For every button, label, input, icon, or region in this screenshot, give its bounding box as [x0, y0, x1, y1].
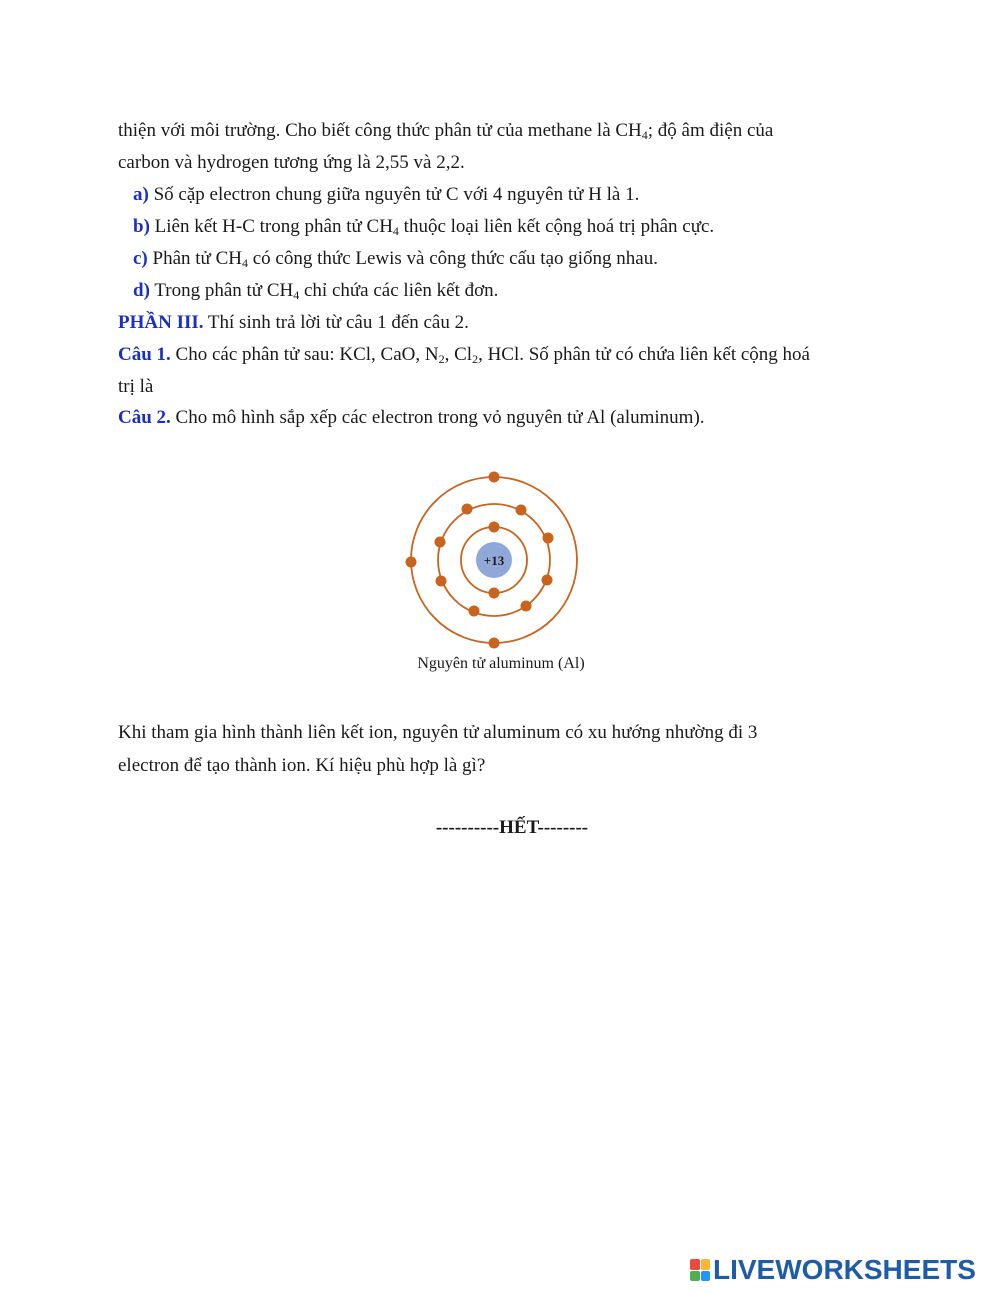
statement-a-label: a) [133, 184, 149, 205]
electron [489, 522, 500, 533]
part-3-heading: PHẦN III. Thí sinh trả lời từ câu 1 đến câu 2. [118, 312, 469, 333]
question-1-label: Câu 1. [118, 344, 171, 365]
electron [435, 537, 446, 548]
electron [469, 606, 480, 617]
electron [516, 505, 527, 516]
brand-name: LIVEWORKSHEETS [713, 1254, 976, 1285]
electron [543, 533, 554, 544]
aluminum-atom-diagram [400, 466, 600, 686]
question-1: Câu 1. Cho các phân tử sau: KCl, CaO, $N_2$, $Cl_2$, HCl. Số phân tử có chứa liên kết cộng hoá [118, 344, 810, 366]
logo-icon [690, 1259, 710, 1281]
nucleus-charge: +13 [483, 553, 505, 568]
intro-line-1: thiện với môi trường. Cho biết công thức phân tử của methane là $CH_4$; độ âm điện của [118, 120, 774, 142]
question-1-line-2: trị là [118, 376, 154, 397]
statement-b-label: b) [133, 216, 150, 237]
question-2-followup-2: electron để tạo thành ion. Kí hiệu phù hợp là gì? [118, 755, 486, 776]
end-marker: ----------HẾT-------- [435, 817, 589, 838]
statement-c-label: c) [133, 248, 148, 269]
statement-b: b) Liên kết H-C trong phân tử $CH_4$ thuộc loại liên kết cộng hoá trị phân cực. [133, 216, 715, 238]
question-2-followup-1: Khi tham gia hình thành liên kết ion, nguyên tử aluminum có xu hướng nhường đi 3 [118, 722, 758, 743]
electron [406, 557, 417, 568]
liveworksheets-logo [690, 1254, 976, 1286]
electron [489, 638, 500, 649]
statement-d: d) Trong phân tử $CH_4$ chỉ chứa các liên kết đơn. [133, 280, 499, 302]
electron [521, 601, 532, 612]
figure-caption: Nguyên tử aluminum (Al) [417, 655, 585, 672]
electron [462, 504, 473, 515]
electron [542, 575, 553, 586]
electron [436, 576, 447, 587]
statement-d-label: d) [133, 280, 150, 301]
question-2-label: Câu 2. [118, 407, 171, 428]
statement-a: a) Số cặp electron chung giữa nguyên tử C với 4 nguyên tử H là 1. [133, 184, 640, 205]
question-2: Câu 2. Cho mô hình sắp xếp các electron trong vỏ nguyên tử Al (aluminum). [118, 407, 705, 428]
statement-c: c) Phân tử $CH_4$ có công thức Lewis và công thức cấu tạo giống nhau. [133, 248, 658, 270]
electron [489, 472, 500, 483]
electron [489, 588, 500, 599]
intro-line-2: carbon và hydrogen tương ứng là 2,55 và 2,2. [118, 152, 465, 173]
